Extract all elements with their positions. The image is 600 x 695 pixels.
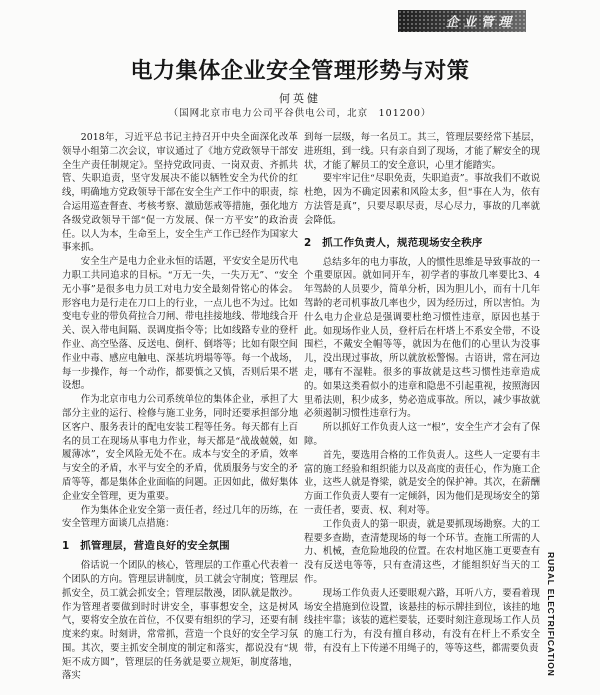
right-column xyxy=(304,131,540,695)
body-paragraph-site-survey: 工作负责人的第一职责，就是要抓现场勘察。大的工程要多查勘，查清楚现场的每一个环节。查施工所需的人力、机械，查危险地段的位置。在农村地区施工更要查有没有反送电等等，只有查清这些，才能组织好当天的工作。 xyxy=(304,518,540,585)
body-paragraph-accountability: 要牢牢记住“尽职免责，失职追责”。事故我们不敢说杜绝，因为不确定因素和风险太多，但“事在人为，依有方法管是真”，只要尽职尽责，尽心尽力，事故的几率就会降低。 xyxy=(304,173,540,226)
author-name: 何英健 xyxy=(279,92,321,105)
body-paragraph-continuation: 到每一层级，每一名员工。其三，管理层要经常下基层，进班组，到一线。只有亲自到了现场，才能了解安全的现状，才能了解员工的安全意识，心里才能踏实。 xyxy=(304,132,540,171)
section-banner-label: 企业管理 xyxy=(445,14,516,29)
section-heading-management: 1 抓管理层，营造良好的安全氛围 xyxy=(62,540,230,553)
article-title: 电力集体企业安全管理形势与对策 xyxy=(130,59,470,84)
body-paragraph-management: 俗话说一个团队的核心，管理层的工作重心代表着一个团队的方向。管理层讲制度，员工就会守制度；管理层抓安全，员工就会抓安全；管理层散漫，团队就是散沙。作为管理者要做到时时讲安全，事事想安全，这是树风气，要将安全放在首位，不仅要有组织的学习，还要有制度来约束。时刻讲，常常抓，营造一个良好的安全学习氛围。其次，要主抓安全制度的制定和落实，都说没有“规矩不成方圆”，管理层的任务就是要立规矩，制度落地，落实 xyxy=(62,560,298,682)
body-paragraph-root: 所以抓好工作负责人这一“根”，安全生产才会有了保障。 xyxy=(304,422,540,447)
body-paragraph-habitual-violations: 总结多年的电力事故，人的惯性思维是导致事故的一个重要原因。就如同开车，初学者的事故几率要比3、4年驾龄的人员要少，简单分析，因为胆儿小，而有十几年驾龄的老司机事故几率也少，因为经历过，所以害怕。为什么电力企业总是强调要杜绝习惯性违章，原因也基于此。如现场作业人员，登杆后在杆塔上不系安全带，不设围栏，不戴安全帽等等，就因为在他们的心里认为没事儿，没出现过事故，所以就放松警惕。古语讲，常在河边走，哪有不湿鞋。很多的事故就是这些习惯性违章造成的。如果这类看似小的违章和隐患不引起重视，按照海因里希法则，积少成多，势必造成事故。所以，减少事故就必须遏制习惯性违章行为。 xyxy=(304,256,540,420)
journal-side-label: RURAL ELECTRIFICATION xyxy=(546,552,556,677)
body-paragraph-collective-enterprise: 作为北京市电力公司系统单位的集体企业，承担了大部分主业的运行、检修与施工业务，同时还要承担部分地区客户、服务表计的配电安装工程等任务。每天都有上百名的员工在现场从事电力作业，每天都是“战战兢兢，如履薄冰”，安全风险无处不在。成本与安全的矛盾，效率与安全的矛盾，水平与安全的矛盾，优质服务与安全的矛盾等等，都是集体企业面临的问题。正因如此，做好集体企业安全管理，更为重要。 xyxy=(62,394,298,502)
body-paragraph-select-leaders: 首先，要选用合格的工作负责人。这些人一定要有丰富的施工经验和组织能力以及高度的责任心，作为施工企业，这些人就是脊梁，就是安全的保护神。其次，在薪酬方面工作负责人要有一定倾斜，因为他们是现场安全的第一责任者，要责、权、利对等。 xyxy=(304,449,540,516)
body-paragraph-safety-risks: 安全生产是电力企业永恒的话题，平安安全是历代电力职工共同追求的目标。“万无一失，一失万无”、“安全无小事”是很多电力员工对电力安全最刻骨铭心的体会。形容电力是行走在刀口上的行业，一点儿也不为过。比如变电专业的带负荷拉合刀闸、带电挂接地线、带地线合开关、误入带电间隔、误调度指令等；比如线路专业的登杆作业、高空坠落、反送电、倒杆、倒塔等；比如有限空间作业中毒、感应电触电、深基坑坍塌等等。每一个战场，每一步操作，每一个动作，都要慎之又慎，否则后果不堪设想。 xyxy=(62,256,298,392)
author-affiliation: （国网北京市电力公司平谷供电公司，北京 101200） xyxy=(168,108,432,119)
left-column xyxy=(62,131,298,695)
section-heading-work-leader: 2 抓工作负责人，规范现场安全秩序 xyxy=(304,236,483,249)
section-banner xyxy=(398,10,526,32)
body-paragraph-site-supervision: 现场工作负责人还要眼观六路，耳听八方，要看着现场安全措施到位设置，该悬挂的标示牌挂到位，该挂的地线挂牢靠；该装的遮栏要装，还要时刻注意现场工作人员的施工行为，有没有擅自移动，有没有在杆上不系安全带，有没有上下传递不用绳子的，等等这些，都需要负责 xyxy=(304,587,540,654)
body-paragraph-measures-intro: 作为集体企业安全第一责任者，经过几年的历练，在安全管理方面谈几点措施： xyxy=(62,504,298,530)
body-paragraph-policy: 2018年，习近平总书记主持召开中央全面深化改革领导小组第二次会议，审议通过了《地方党政领导干部安全生产责任制规定》。坚持党政同责、一岗双责、齐抓共管、失职追责，坚守发展决不能以牺牲安全为代价的红线，明确地方党政领导干部在安全生产工作中的职责，综合运用巡查督查、考核考察、激励惩戒等措施，强化地方各级党政领导干部“促一方发展、保一方平安”的政治责任。以人为本，生命至上，安全生产工作已经作为国家大事来抓。 xyxy=(62,132,298,254)
